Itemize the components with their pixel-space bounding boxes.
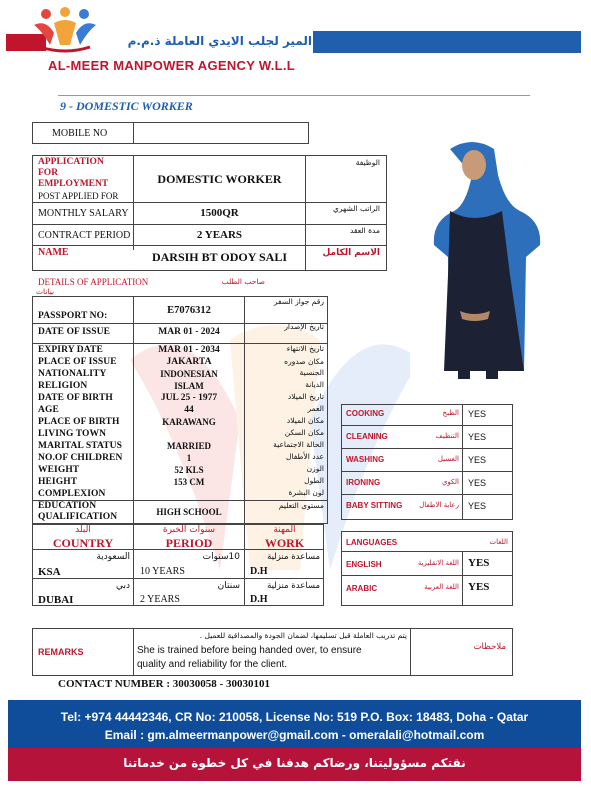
language-english: ENGLISH xyxy=(346,560,382,569)
language-arabic: ARABIC xyxy=(346,584,378,593)
work-header: WORK xyxy=(264,536,305,550)
issue-date-arabic: تاريخ الإصدار xyxy=(284,322,324,331)
weight-arabic: الوزن xyxy=(306,464,324,473)
contract-value: 2 YEARS xyxy=(196,229,243,241)
logo-icon xyxy=(30,5,100,53)
work-header-ar: المهنة xyxy=(273,525,296,535)
exp-country: KSA xyxy=(38,566,61,578)
marital-label: MARITAL STATUS xyxy=(38,441,123,451)
exp-row-line xyxy=(32,578,324,579)
exp-work-ar: مساعدة منزلية xyxy=(267,581,320,591)
skill-washing-ar: الغسيل xyxy=(437,455,459,463)
age-arabic: العمر xyxy=(307,404,324,413)
post-value: DOMESTIC WORKER xyxy=(157,172,282,186)
education-label-1: EDUCATION xyxy=(38,501,97,511)
skill-washing-value: YES xyxy=(468,455,487,465)
skills-row-line xyxy=(341,471,513,472)
skill-cooking: COOKING xyxy=(346,409,385,418)
row-divider xyxy=(32,224,387,225)
contact-number: CONTACT NUMBER : 30030058 - 30030101 xyxy=(58,678,270,690)
application-label xyxy=(38,157,108,190)
details-arabic-1: صاحب الطلب xyxy=(221,277,265,286)
weight-label: WEIGHT xyxy=(38,465,80,475)
religion-arabic: الديانة xyxy=(305,380,324,389)
salary-label: MONTHLY SALARY xyxy=(38,208,129,219)
skill-cleaning-value: YES xyxy=(468,432,487,442)
remarks-text-en-1: She is trained before being handed over, to ensure xyxy=(137,645,362,656)
exp-work-ar: مساعدة منزلية xyxy=(267,552,320,562)
passport-value: E7076312 xyxy=(167,305,211,316)
section-title: 9 - DOMESTIC WORKER xyxy=(60,99,193,113)
language-english-ar: اللغة الانقليزية xyxy=(417,559,459,567)
remarks-label-ar: ملاحظات xyxy=(473,642,506,652)
pob-value: KARAWANG xyxy=(162,417,216,427)
lang-col-divider xyxy=(462,551,463,606)
name-value: DARSIH BT ODOY SALI xyxy=(151,250,288,264)
height-value: 153 CM xyxy=(173,477,205,487)
languages-title: LANGUAGES xyxy=(346,538,398,547)
country-header-ar: البلد xyxy=(75,525,91,535)
details-arabic-2: بيانات xyxy=(36,287,55,296)
place-of-issue-value: JAKARTA xyxy=(166,357,212,367)
company-english-name: AL-MEER MANPOWER AGENCY W.L.L xyxy=(48,58,296,73)
marital-value: MARRIED xyxy=(167,441,211,451)
skill-ironing: IRONING xyxy=(346,478,381,487)
age-label: AGE xyxy=(38,405,59,415)
post-label: POST APPLIED FOR xyxy=(38,191,119,201)
name-label: NAME xyxy=(38,247,69,258)
education-value: HIGH SCHOOL xyxy=(156,507,222,517)
children-arabic: عدد الأطفال xyxy=(286,452,324,461)
exp-period: 2 YEARS xyxy=(140,594,180,605)
applicant-photo xyxy=(410,135,560,383)
education-arabic: مستوى التعليم xyxy=(278,501,324,510)
living-town-arabic: مكان السكن xyxy=(284,428,324,437)
salary-arabic: الراتب الشهري xyxy=(333,204,380,213)
complexion-label: COMPLEXION xyxy=(38,489,106,499)
company-arabic-name: المير لجلب الايدي العاملة ذ.م.م xyxy=(127,34,312,48)
remarks-text-ar: يتم تدريب العاملة قبل تسليمها، لضمان الجودة والمصداقية للعميل . xyxy=(199,631,407,640)
skill-babysitting-value: YES xyxy=(468,501,487,511)
children-value: 1 xyxy=(186,453,192,463)
skills-row-line xyxy=(341,448,513,449)
weight-value: 52 KLS xyxy=(174,465,204,475)
footer-arabic: نقتكم مسؤوليتنا، ورضاكم هدفنا في كل خطوة من خدماتنا xyxy=(123,756,466,770)
complexion-arabic: لون البشرة xyxy=(288,488,324,497)
remarks-label: REMARKS xyxy=(38,647,84,657)
exp-country-ar: دبي xyxy=(115,581,130,591)
language-english-value: YES xyxy=(468,557,490,569)
skill-washing: WASHING xyxy=(346,455,385,464)
nationality-label: NATIONALITY xyxy=(38,369,107,379)
expiry-date-label: EXPIRY DATE xyxy=(38,345,103,355)
issue-date-label: DATE OF ISSUE xyxy=(38,327,111,337)
religion-label: RELIGION xyxy=(38,381,88,391)
skill-babysitting: BABY SITTING xyxy=(346,501,403,510)
dob-arabic: تاريخ الميلاد xyxy=(287,392,324,401)
height-label: HEIGHT xyxy=(38,477,78,487)
exp-country: DUBAI xyxy=(38,594,74,606)
skill-babysitting-ar: رعاية الاطفال xyxy=(419,501,459,509)
height-arabic: الطول xyxy=(304,476,324,485)
application-label-line: APPLICATION xyxy=(38,157,104,167)
skill-cooking-ar: الطبخ xyxy=(442,409,459,417)
exp-period-ar: سنتان xyxy=(217,581,240,591)
application-label-line: FOR xyxy=(38,168,59,178)
skill-ironing-value: YES xyxy=(468,478,487,488)
footer-line-2: Email : gm.almeermanpower@gmail.com - omeralali@hotmail.com xyxy=(104,728,485,742)
footer-line-1: Tel: +974 44442346, CR No: 210058, License No: 519 P.O. Box: 18483, Doha - Qatar xyxy=(60,710,529,724)
header xyxy=(0,0,591,80)
period-header: PERIOD xyxy=(165,536,213,550)
application-label-line: EMPLOYMENT xyxy=(38,179,109,189)
nationality-value: INDONESIAN xyxy=(160,369,218,379)
remarks-col-divider xyxy=(133,628,134,676)
expiry-date-arabic: تاريخ الانتهاء xyxy=(286,344,324,353)
post-arabic: الوظيفة xyxy=(355,158,380,167)
nationality-arabic: الجنسية xyxy=(299,368,324,377)
exp-country-ar: السعودية xyxy=(96,552,130,562)
row-divider xyxy=(32,245,387,246)
period-header-ar: سنوات الخبرة xyxy=(162,525,216,535)
living-town-label: LIVING TOWN xyxy=(38,429,107,439)
place-of-issue-label: PLACE OF ISSUE xyxy=(38,357,117,367)
exp-period-ar: 10سنوات xyxy=(202,552,240,562)
dob-value: JUL 25 - 1977 xyxy=(160,393,218,403)
dob-label: DATE OF BIRTH xyxy=(38,393,113,403)
mobile-divider xyxy=(133,122,134,144)
row-divider xyxy=(32,202,387,203)
skill-cleaning: CLEANING xyxy=(346,432,388,441)
salary-value: 1500QR xyxy=(200,207,239,219)
language-arabic-value: YES xyxy=(468,581,490,593)
skills-row-line xyxy=(341,494,513,495)
age-value: 44 xyxy=(184,405,194,415)
exp-work: D.H xyxy=(250,566,268,577)
blue-bar-right xyxy=(313,31,581,53)
pob-arabic: مكان الميلاد xyxy=(286,416,324,425)
children-label: NO.OF CHILDREN xyxy=(38,453,123,463)
lang-row-line xyxy=(341,551,513,552)
place-of-issue-arabic: مكان صدوره xyxy=(284,357,324,366)
mobile-label: MOBILE NO xyxy=(52,128,108,139)
skills-col-divider xyxy=(462,404,463,520)
remarks-text-en-2: quality and reliability for the client. xyxy=(137,659,288,670)
marital-arabic: الحالة الاجتماعية xyxy=(273,440,324,449)
name-arabic: الاسم الكامل xyxy=(322,248,380,258)
details-col-divider xyxy=(244,296,245,524)
country-header: COUNTRY xyxy=(52,536,114,550)
exp-period: 10 YEARS xyxy=(140,566,185,577)
skills-row-line xyxy=(341,425,513,426)
passport-label: PASSPORT NO: xyxy=(38,311,108,321)
remarks-col-divider xyxy=(410,628,411,676)
col-divider-2 xyxy=(305,155,306,271)
passport-arabic: رقم جواز السفر xyxy=(273,297,324,306)
exp-work: D.H xyxy=(250,594,268,605)
skill-cooking-value: YES xyxy=(468,409,487,419)
header-divider xyxy=(58,95,530,96)
contract-label: CONTRACT PERIOD xyxy=(38,230,131,241)
issue-date-value: MAR 01 - 2024 xyxy=(158,327,220,337)
skill-cleaning-ar: التنظيف xyxy=(435,432,459,440)
lang-row-line xyxy=(341,575,513,576)
languages-title-ar: اللغات xyxy=(489,538,508,546)
pob-label: PLACE OF BIRTH xyxy=(38,417,120,427)
details-label: DETAILS OF APPLICATION xyxy=(38,277,149,287)
education-label-2: QUALIFICATION xyxy=(38,512,118,522)
religion-value: ISLAM xyxy=(174,381,204,391)
skill-ironing-ar: الكوي xyxy=(441,478,459,486)
language-arabic-ar: اللغة العربية xyxy=(424,583,459,591)
expiry-date-value: MAR 01 - 2034 xyxy=(158,345,220,355)
contract-arabic: مدة العقد xyxy=(350,226,380,235)
